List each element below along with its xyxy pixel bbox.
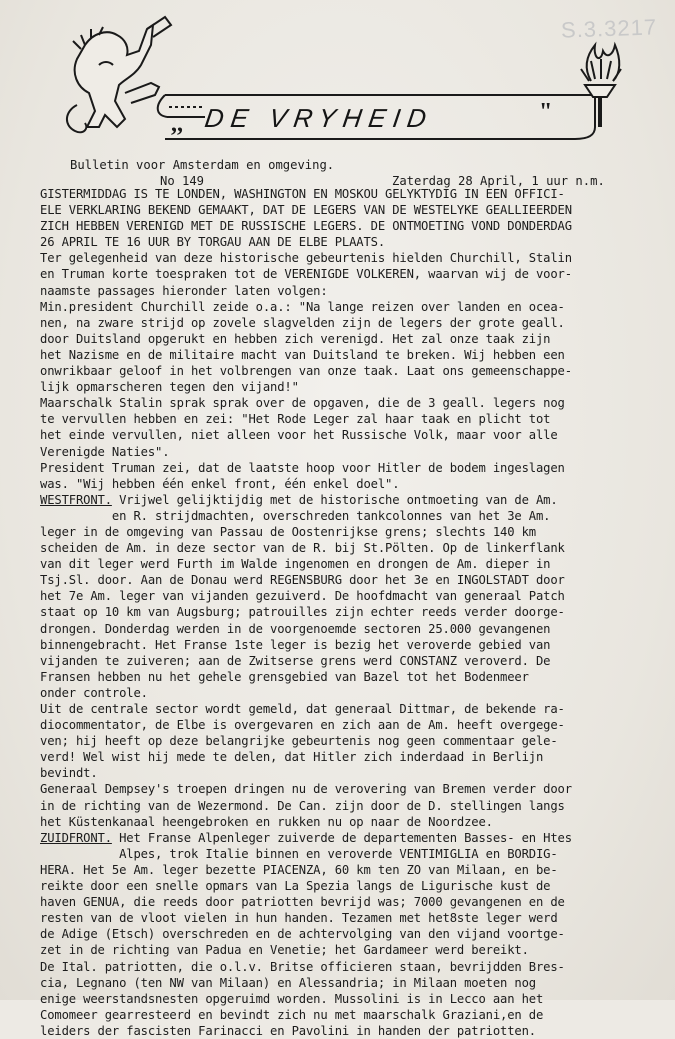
text-line: verd! Wel wist hij mede te delen, dat Hitler zich inderdaad in Berlijn: [40, 750, 544, 765]
text-line: haven GENUA, die reeds door patriotten bevrijd was; 7000 gevangenen en de: [40, 895, 565, 910]
text-line: bevindt.: [40, 766, 98, 781]
text-line: ven; hij heeft op deze belangrijke gebeurtenis nog geen commentaar gele-: [40, 734, 558, 749]
text-line: onder controle.: [40, 685, 148, 700]
text-line: Ter gelegenheid van deze historische gebeurtenis hielden Churchill, Stalin: [40, 251, 572, 266]
text-line: cia, Legnano (ten NW van Milaan) en Alessandria; in Milaan moeten nog: [40, 975, 536, 990]
text-line: President Truman zei, dat de laatste hoop voor Hitler de bodem ingeslagen: [40, 460, 565, 475]
text-line: leger in de omgeving van Passau de Oostenrijkse grens; slechts 140 km: [40, 524, 536, 539]
archive-number-stamp: S.3.3217: [560, 14, 658, 43]
text-line: lijk opmarscheren tegen den vijand!": [40, 380, 299, 395]
text-line: ZICH HEBBEN VERENIGD MET DE RUSSISCHE LEGERS. DE ONTMOETING VOND DONDERDAG: [40, 219, 572, 234]
text-line: Uit de centrale sector wordt gemeld, dat generaal Dittmar, de bekende ra-: [40, 702, 565, 716]
text-line: was. "Wij hebben één enkel front, één enkel doel".: [40, 476, 400, 491]
text-line: vijanden te zuiveren; aan de Zwitserse grens werd CONSTANZ veroverd. De: [40, 653, 551, 668]
masthead: [55, 15, 645, 145]
text-line: Maarschalk Stalin sprak sprak over de opgaven, die de 3 geall. legers nog: [40, 396, 565, 411]
bulletin-subtitle: Bulletin voor Amsterdam en omgeving.: [70, 158, 335, 172]
text-line: leiders der fascisten Farinacci en Pavolini in handen der patriotten.: [40, 1023, 536, 1038]
text-line: resten van de vloot vielen in hun handen. Tezamen met het8ste leger werd: [40, 911, 558, 926]
masthead-quote-open: ,,: [171, 111, 183, 137]
text-line: te vervullen hebben en zei: "Het Rode Leger zal haar taak en plicht tot: [40, 412, 551, 427]
text-line: naamste passages hieronder laten volgen:: [40, 283, 328, 298]
text-line: Generaal Dempsey's troepen dringen nu de verovering van Bremen verder door: [40, 782, 572, 797]
text-line: GISTERMIDDAG IS TE LONDEN, WASHINGTON EN MOSKOU GELYKTYDIG IN EEN OFFICI-: [40, 187, 565, 201]
issue-number: No 149: [160, 174, 205, 188]
text-line: zet in de richting van Padua en Venetie; het Gardameer werd bereikt.: [40, 943, 529, 958]
text-line: Alpes, trok Italie binnen en veroverde VENTIMIGLIA en BORDIG-: [40, 846, 558, 861]
text-line: de Adige (Etsch) overschreden en de achtervolging van den vijand voortge-: [40, 927, 565, 942]
masthead-quote-close: ": [539, 99, 553, 125]
issue-date: Zaterdag 28 April, 1 uur n.m.: [392, 174, 605, 188]
text-line: Min.president Churchill zeide o.a.: "Na lange reizen over landen en ocea-: [40, 299, 565, 314]
text-line: van dit leger werd Furth im Walde ingenomen en drongen de Am. dieper in: [40, 557, 551, 572]
text-line: binnengebracht. Het Franse 1ste leger is bezig het veroverde gebied van: [40, 637, 551, 652]
text-line: door Duitsland opgerukt en hebben zich verenigd. Het zal onze taak zijn: [40, 331, 551, 346]
text-line: Comomeer gearresteerd en bevindt zich nu met maarschalk Graziani,en de: [40, 1007, 544, 1022]
text-line: Tsj.Sl. door. Aan de Donau werd REGENSBURG door het 3e en INGOLSTADT door: [40, 573, 565, 588]
text-line: en R. strijdmachten, overschreden tankcolonnes van het 3e Am.: [40, 508, 551, 523]
text-line: staat op 10 km van Augsburg; patrouilles zijn echter reeds verder doorge-: [40, 605, 565, 620]
text-line: reikte door een snelle opmars van La Spezia langs de Ligurische kust de: [40, 879, 551, 894]
masthead-title: DE VRYHEID: [202, 103, 436, 133]
text-line: drongen. Donderdag werden in de voorgenoemde sectoren 25.000 gevangenen: [40, 621, 551, 636]
text-line: De Ital. patriotten, die o.l.v. Britse officieren staan, bevrijdden Bres-: [40, 959, 565, 974]
text-line: het einde vervullen, niet alleen voor het Russische Volk, maar voor alle: [40, 428, 558, 443]
text-line: HERA. Het 5e Am. leger bezette PIACENZA, 60 km ten ZO van Milaan, en be-: [40, 862, 558, 877]
text-line: Verenigde Naties".: [40, 444, 170, 459]
text-line: ELE VERKLARING BEKEND GEMAAKT, DAT DE LEGERS VAN DE WESTELYKE GEALLIEERDEN: [40, 203, 572, 218]
text-line: WESTFRONT. Vrijwel gelijktijdig met de historische ontmoeting van de Am.: [40, 492, 558, 507]
lion-emblem-icon: [67, 17, 171, 132]
text-line: enige weerstandsnesten opgeruimd worden. Mussolini is in Lecco aan het: [40, 991, 544, 1006]
section-heading: WESTFRONT.: [40, 492, 112, 507]
text-line: het Küstenkanaal heengebroken en rukken nu op naar de Noordzee.: [40, 814, 493, 829]
torch-icon: [581, 45, 621, 127]
text-line: 26 APRIL TE 16 UUR BY TORGAU AAN DE ELBE PLAATS.: [40, 235, 385, 250]
text-line: diocommentator, de Elbe is overgevaren en zich aan de Am. heeft overgege-: [40, 718, 565, 733]
bulletin-body: [40, 186, 670, 1039]
text-line: ZUIDFRONT. Het Franse Alpenleger zuiverde de departementen Basses- en Htes: [40, 830, 572, 845]
text-line: nen, na zware strijd op zovele slagvelden zijn de legers der grote geall.: [40, 315, 565, 330]
text-line: het Nazisme en de militaire macht van Duitsland te breken. Wij hebben een: [40, 347, 565, 362]
text-line: scheiden de Am. in deze sector van de R. bij St.Pölten. Op de linkerflank: [40, 541, 565, 556]
text-line: onwrikbaar geloof in het volbrengen van onze taak. Laat ons gemeenschappe-: [40, 364, 572, 379]
text-line: het 7e Am. leger van vijanden gezuiverd. De hoofdmacht van generaal Patch: [40, 589, 565, 604]
section-heading: ZUIDFRONT.: [40, 830, 112, 845]
text-line: Fransen hebben nu het gehele grensgebied van Bazel tot het Bodenmeer: [40, 669, 529, 684]
text-line: en Truman korte toespraken tot de VERENIGDE VOLKEREN, waarvan wij de voor-: [40, 267, 572, 282]
text-line: in de richting van de Wezermond. De Can. zijn door de D. stellingen langs: [40, 798, 565, 813]
